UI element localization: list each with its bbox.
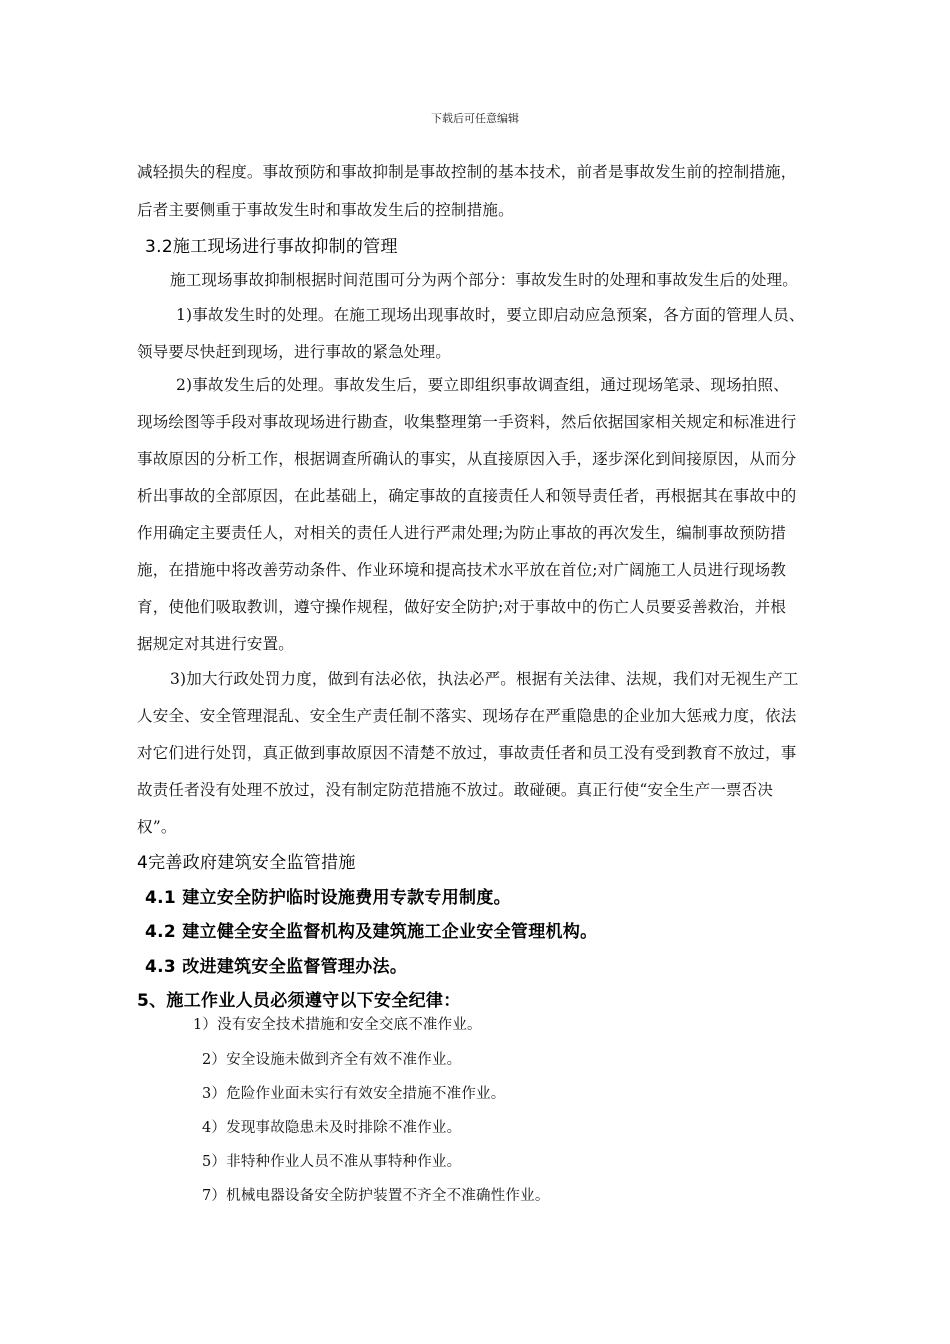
section-4-heading: 4完善政府建筑安全监管措施	[137, 853, 356, 873]
item-2-line-5: 作用确定主要责任人，对相关的责任人进行严肃处理;为防止事故的再次发生，编制事故预防措	[137, 524, 787, 542]
rule-item-4: 4）发现事故隐患未及时排除不准作业。	[202, 1120, 462, 1136]
item-3-line-2: 人安全、安全管理混乱、安全生产责任制不落实、现场存在严重隐患的企业加大惩戒力度，依法	[137, 707, 797, 725]
item-2-line-3: 事故原因的分析工作，根据调查所确认的事实，从直接原因入手，逐步深化到间接原因，从而分	[137, 450, 797, 468]
section-4-2: 4.2 建立健全安全监督机构及建筑施工企业安全管理机构。	[145, 922, 598, 942]
item-2-line-4: 析出事故的全部原因，在此基础上，确定事故的直接责任人和领导责任者，再根据其在事故中的	[137, 487, 797, 505]
item-3-line-3: 对它们进行处罚，真正做到事故原因不清楚不放过，事故责任者和员工没有受到教育不放过，事	[137, 744, 797, 762]
section-4-1: 4.1 建立安全防护临时设施费用专款专用制度。	[145, 888, 511, 908]
section-3-2-intro: 施工现场事故抑制根据时间范围可分为两个部分：事故发生时的处理和事故发生后的处理。	[170, 271, 799, 289]
item-3-line-1: 3)加大行政处罚力度，做到有法必依，执法必严。根据有关法律、法规，我们对无视生产工	[170, 670, 799, 688]
item-2-line-6: 施，在措施中将改善劳动条件、作业环境和提高技术水平放在首位;对广阔施工人员进行现场教	[137, 561, 787, 579]
item-1-line-2: 领导要尽快赶到现场，进行事故的紧急处理。	[137, 343, 452, 361]
rule-item-2: 2）安全设施未做到齐全有效不准作业。	[202, 1052, 462, 1068]
page-header: 下载后可任意编辑	[431, 112, 519, 125]
rule-item-3: 3）危险作业面未实行有效安全措施不准作业。	[202, 1086, 506, 1102]
item-3-line-5: 权”。	[137, 818, 177, 836]
rule-item-7: 7）机械电器设备安全防护装置不齐全不准确性作业。	[202, 1188, 550, 1204]
section-4-3: 4.3 改进建筑安全监督管理办法。	[145, 957, 408, 977]
rule-item-1: 1）没有安全技术措施和安全交底不准作业。	[193, 1017, 482, 1033]
item-1-line-1: 1)事故发生时的处理。在施工现场出现事故时，要立即启动应急预案，各方面的管理人员、	[176, 306, 805, 324]
item-2-line-7: 育，使他们吸取教训，遵守操作规程，做好安全防护;对于事故中的伤亡人员要妥善救治，并根	[137, 598, 787, 616]
section-3-2-heading: 3.2施工现场进行事故抑制的管理	[145, 237, 398, 257]
item-2-line-8: 据规定对其进行安置。	[137, 635, 295, 653]
item-2-line-2: 现场绘图等手段对事故现场进行勘查，收集整理第一手资料，然后依据国家相关规定和标准进行	[137, 413, 797, 431]
item-2-line-1: 2)事故发生后的处理。事故发生后，要立即组织事故调查组，通过现场笔录、现场拍照、	[176, 376, 789, 394]
intro-line-2: 后者主要侧重于事故发生时和事故发生后的控制措施。	[137, 201, 514, 219]
rule-item-5: 5）非特种作业人员不准从事特种作业。	[202, 1154, 462, 1170]
intro-line-1: 减轻损失的程度。事故预防和事故抑制是事故控制的基本技术，前者是事故发生前的控制措施，	[137, 163, 797, 181]
item-3-line-4: 故责任者没有处理不放过，没有制定防范措施不放过。敢碰硬。真正行使“安全生产一票否决	[137, 781, 774, 799]
section-5-heading: 5、施工作业人员必须遵守以下安全纪律：	[137, 991, 461, 1011]
